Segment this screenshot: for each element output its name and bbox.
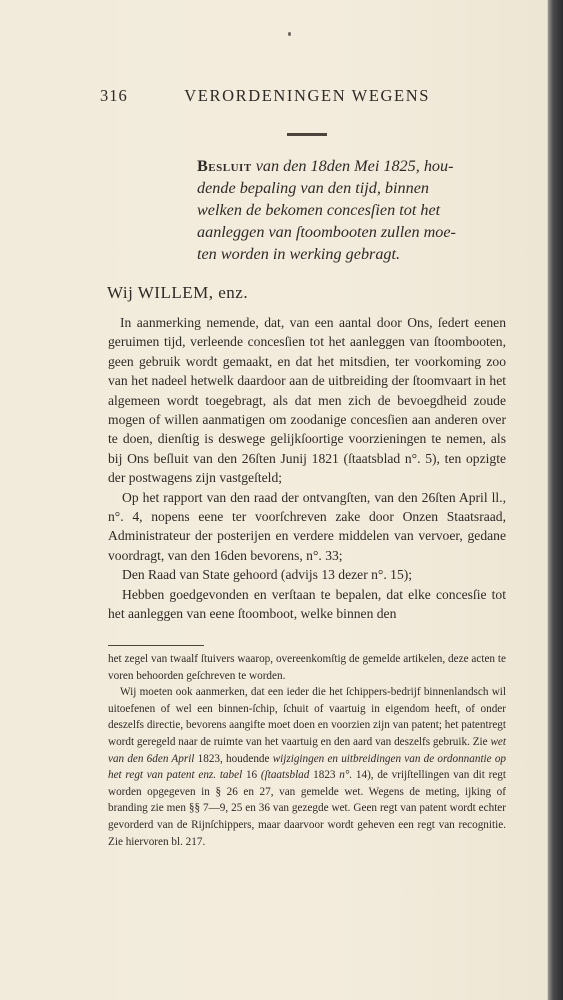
salutation: Wij WILLEM, enz. [107,283,249,302]
footnote-paragraph [108,684,506,850]
decree-line-4: aanleggen van ſtoombooten zullen moe- [197,223,456,241]
section-divider [287,133,327,136]
decree-lead: Besluit [197,157,252,175]
footnote-divider [108,645,204,646]
running-header [100,86,430,106]
decree-line-2: dende bepaling van den tijd, binnen [197,179,429,197]
footnote-text: 1823, houdende [197,752,270,765]
footnotes [108,651,506,850]
body-text [108,313,506,624]
footnote-text: 14), de vrijſtellingen van dit regt worden opgegeven in § 26 en 27, van gemelde wet. Wegens de meting, ijking of branding zie men §§ 7—9, 25 en 36 van gezegde wet. Geen regt van patent wordt echter gevorderd van de Rijnſchippers, maar daarvoor wordt geheven een regt van recognitie. Zie hiervoren bl. 217. [108,769,507,848]
footnote-text: 16 [245,769,258,782]
running-title: VERORDENINGEN WEGENS [184,86,430,105]
decree-line-3: welken de bekomen concesſien tot het [197,201,441,219]
footnote-reference: (ſtaatsblad [260,769,310,782]
body-paragraph: In aanmerking nemende, dat, van een aantal door Ons, ſedert eenen geruimen tijd, verleende concesſien tot het aanleggen van ſtoombooten, geen gebruik wordt gemaakt, en dat het mitsdien, ter voorkoming zoo van het nadeel hetwelk daardoor aan de uitbreiding der ſtoomvaart in het algemeen wordt toegebragt, als dat men zich de bevoegdheid zoude mogen of willen aanmatigen om zoodanige concesſien aan anderen over te doen, dienſtig is deswege gelijkſoortige voorzieningen te nemen, als bij Ons beſluit van den 26ſten Junij 1821 (ſtaatsblad n°. 5), ten opzigte der postwagens zijn vastgeſteld; [108,315,506,486]
body-paragraph: Hebben goedgevonden en verſtaan te bepalen, dat elke concesſie tot het aanleggen van eene ſtoomboot, welke binnen den [108,586,506,622]
body-paragraph: Den Raad van State gehoord (advijs 13 dezer n°. 15); [122,567,413,583]
page-number: 316 [100,86,128,105]
decree-line-1 [198,155,506,177]
decree-line-5: ten worden in werking gebragt. [197,245,401,263]
footnote-text: 1823 [313,769,336,782]
footnote-reference: wet van den 6den April [108,735,506,765]
body-paragraph: Op het rapport van den raad der ontvangſten, van den 26ſten April ll., n°. 4, nopens eene ter voorſchreven zake door Onzen Staatsraad, Administrateur der posterijen en verdere middelen van vervoer, gedane voordragt, van den 16den bevorens, n°. 33; [108,489,506,563]
paper-speck [288,32,291,36]
footnote-reference: n°. [339,769,353,782]
footnote-text: Wij moeten ook aanmerken, dat een ieder die het ſchippers-bedrijf binnenlandsch wil uitoefenen of wel een binnen-ſchip, ſchuit of vaartuig in eigendom heeft, of onder deszelfs directie, bevorens aangifte moet doen en voorzien zijn van patent; het patentregt wordt geregeld naar de ruimte van het vaartuig en den aard van deszelfs gebruik. Zie [108,686,506,748]
decree-heading [198,155,506,265]
footnote-reference: wijzigingen en uitbreidingen van de ordonnantie op het regt van patent enz. tabel [108,752,507,782]
footnote-paragraph: het zegel van twaalf ſtuivers waarop, overeenkomſtig de gemelde artikelen, deze acten te voren behoorden geſchreven te worden. [108,653,506,682]
page-edge-shadow [548,0,563,1000]
decree-line-1-text: van den 18den Mei 1825, hou- [251,157,454,175]
